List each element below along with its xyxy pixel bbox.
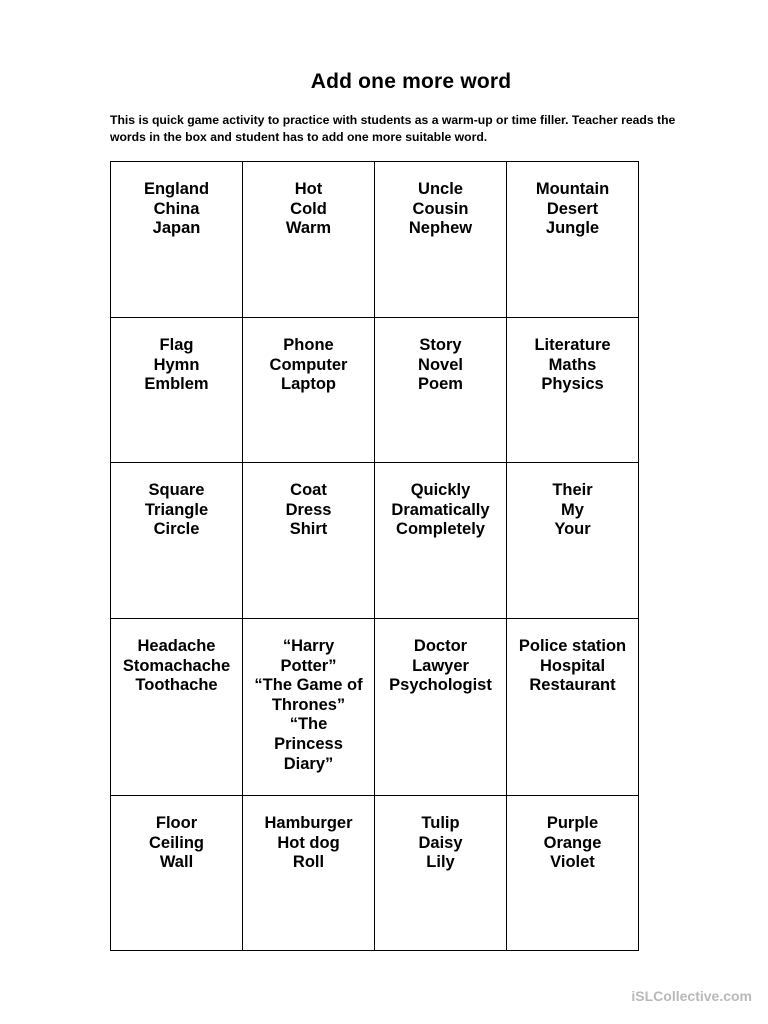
word-item: Purple (546, 814, 599, 832)
word-item: Story (419, 336, 462, 354)
word-list (111, 796, 242, 873)
word-box (111, 318, 243, 463)
word-box (243, 796, 375, 951)
word-box (507, 619, 639, 796)
word-list (507, 463, 638, 540)
word-item: Thrones” (271, 695, 346, 714)
word-item: Hamburger (264, 814, 353, 832)
grid-row (111, 796, 639, 951)
word-list (243, 162, 374, 239)
word-box (375, 796, 507, 951)
page-title: Add one more word (310, 70, 512, 93)
word-list (507, 619, 638, 696)
word-item: Wall (159, 853, 194, 872)
word-box (111, 162, 243, 318)
word-item: Hymn (153, 355, 200, 374)
word-item: Stomachache (122, 656, 231, 675)
word-item: Police station (518, 637, 627, 655)
word-item: “The (289, 715, 328, 734)
word-list (243, 463, 374, 540)
word-item: China (153, 199, 200, 218)
word-list (243, 796, 374, 873)
word-item: “The Game of (254, 676, 363, 695)
word-grid (110, 161, 639, 951)
word-box (507, 796, 639, 951)
word-item: Ceiling (148, 833, 204, 852)
word-item: Dramatically (391, 500, 490, 519)
word-list (507, 796, 638, 873)
word-item: Novel (418, 355, 463, 374)
word-item: Cold (290, 199, 327, 218)
word-list (375, 463, 506, 540)
word-item: Maths (548, 355, 597, 374)
word-item: Hot dog (277, 833, 340, 852)
grid-row (111, 318, 639, 463)
word-item: Diary” (283, 754, 334, 773)
word-item: Quickly (410, 481, 471, 499)
word-list (375, 619, 506, 696)
word-item: Laptop (281, 375, 336, 394)
word-item: Cousin (412, 199, 469, 218)
word-item: Completely (396, 520, 485, 539)
intro-text: This is quick game activity to practice with students as a warm-up or time filler. Teacher reads the words in the box and student has to add one more suitable word. (110, 113, 676, 144)
word-item: Your (554, 520, 591, 539)
word-item: Tulip (421, 814, 460, 832)
word-box (507, 162, 639, 318)
word-box (111, 796, 243, 951)
word-item: Flag (159, 336, 194, 354)
word-list (507, 318, 638, 395)
grid-row (111, 162, 639, 318)
word-box (243, 318, 375, 463)
word-item: Mountain (535, 180, 610, 198)
word-item: Triangle (144, 500, 209, 519)
word-item: Nephew (408, 219, 473, 238)
word-list (375, 162, 506, 239)
word-item: Hospital (539, 656, 606, 675)
word-item: Poem (418, 375, 463, 394)
word-box (111, 619, 243, 796)
word-item: Japan (152, 219, 201, 238)
word-box (111, 463, 243, 619)
word-item: Phone (283, 336, 334, 354)
word-item: Literature (534, 336, 611, 354)
word-list (507, 162, 638, 239)
word-item: Lawyer (412, 656, 469, 675)
word-item: Circle (153, 520, 200, 539)
word-item: Toothache (135, 676, 218, 695)
word-list (243, 318, 374, 395)
word-item: Floor (155, 814, 198, 832)
word-box (507, 318, 639, 463)
word-item: England (143, 180, 210, 198)
word-item: Hot (294, 180, 323, 198)
word-item: Computer (269, 355, 348, 374)
word-list (111, 162, 242, 239)
word-item: Coat (290, 481, 327, 499)
word-item: Desert (546, 199, 599, 218)
word-item: Roll (292, 853, 325, 872)
word-list (243, 619, 374, 774)
word-box (375, 318, 507, 463)
word-list (111, 619, 242, 696)
word-item: Potter” (280, 656, 337, 675)
word-item: Emblem (144, 375, 209, 394)
word-item: Princess (274, 734, 343, 753)
word-item: Violet (550, 853, 595, 872)
word-item: Shirt (289, 520, 328, 539)
grid-row (111, 463, 639, 619)
word-box (375, 619, 507, 796)
word-item: Dress (285, 500, 332, 519)
word-box (243, 619, 375, 796)
word-item: Uncle (418, 180, 463, 198)
word-box (243, 463, 375, 619)
word-item: Jungle (545, 219, 600, 238)
word-item: “Harry (282, 637, 335, 655)
word-item: Lily (426, 853, 455, 872)
word-item: Square (148, 481, 205, 499)
word-box (243, 162, 375, 318)
word-item: Doctor (413, 637, 468, 655)
word-list (111, 318, 242, 395)
word-item: My (561, 500, 584, 519)
grid-row (111, 619, 639, 796)
word-box (375, 463, 507, 619)
word-item: Physics (541, 375, 604, 394)
word-box (375, 162, 507, 318)
word-item: Their (552, 481, 593, 499)
watermark: iSLCollective.com (631, 988, 752, 1004)
word-item: Daisy (418, 833, 463, 852)
word-item: Headache (137, 637, 216, 655)
word-list (375, 318, 506, 395)
word-item: Warm (285, 219, 332, 238)
word-item: Orange (543, 833, 602, 852)
word-item: Restaurant (529, 676, 616, 695)
word-list (111, 463, 242, 540)
word-list (375, 796, 506, 873)
word-box (507, 463, 639, 619)
word-item: Psychologist (389, 676, 492, 695)
